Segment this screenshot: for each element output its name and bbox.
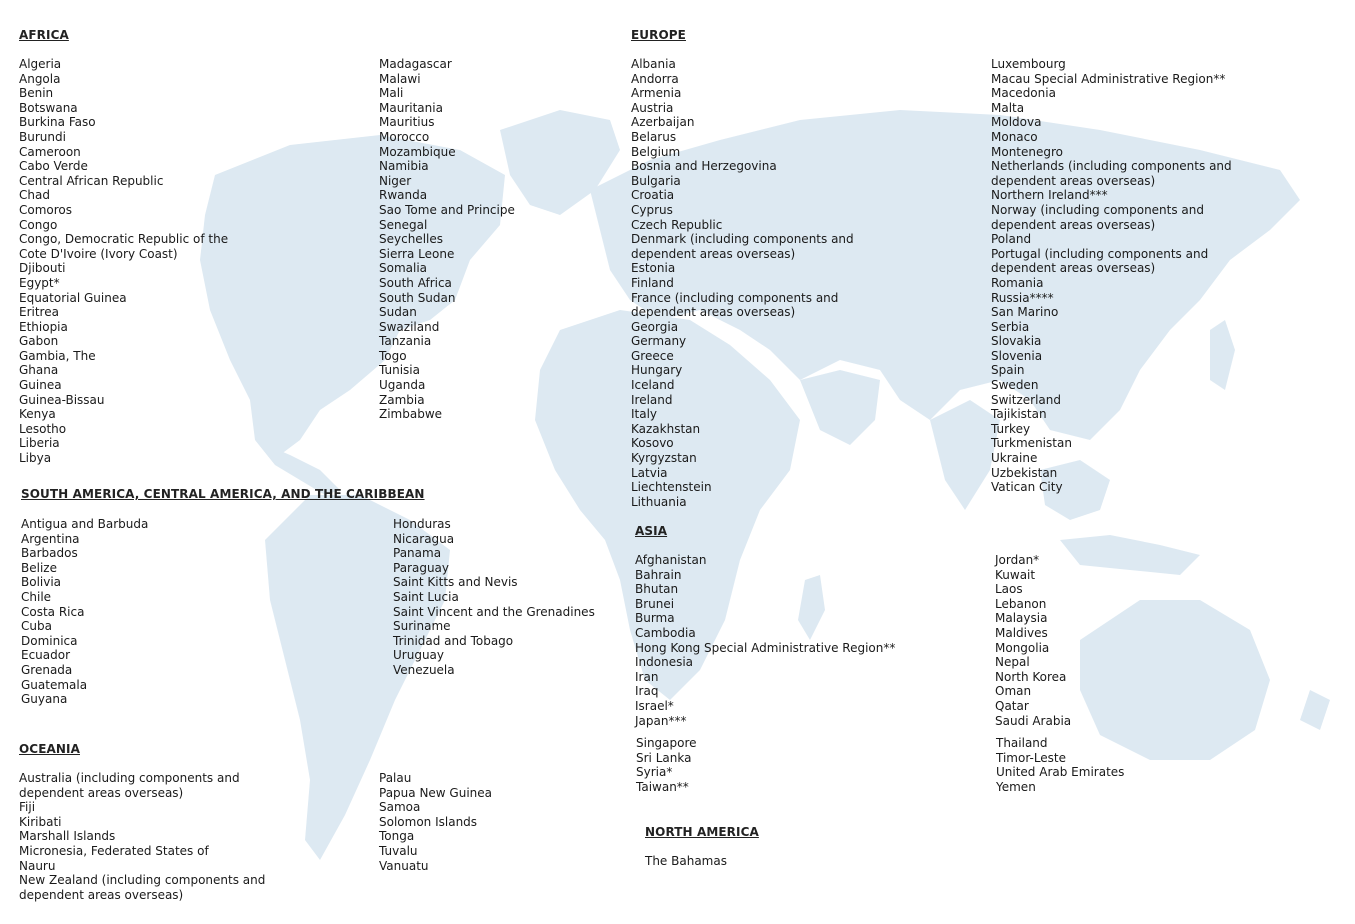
country-list-item: Croatia bbox=[631, 188, 675, 203]
country-list-item: New Zealand (including components and bbox=[19, 873, 266, 888]
country-list-item: Finland bbox=[631, 275, 674, 290]
country-list-item: Solomon Islands bbox=[379, 814, 478, 829]
country-list-item: Angola bbox=[19, 71, 61, 86]
country-list-item: Trinidad and Tobago bbox=[393, 633, 514, 648]
country-list-item: Laos bbox=[995, 582, 1023, 597]
country-list-item: Australia (including components and bbox=[19, 771, 240, 785]
country-list-item: Ethiopia bbox=[19, 319, 68, 334]
country-list-item: Cote D'Ivoire (Ivory Coast) bbox=[19, 246, 178, 261]
country-list-item: Liechtenstein bbox=[631, 480, 712, 495]
country-list-item: Botswana bbox=[19, 100, 78, 115]
country-list-item: Kuwait bbox=[995, 567, 1036, 582]
country-list-item: Bhutan bbox=[635, 582, 679, 597]
country-list-item: Equatorial Guinea bbox=[19, 290, 127, 305]
country-list-item: Zimbabwe bbox=[379, 407, 443, 422]
country-list-item: Togo bbox=[379, 348, 407, 363]
country-list-item: dependent areas overseas) bbox=[991, 173, 1156, 188]
country-list-item: Hungary bbox=[631, 363, 683, 378]
country-list-item: South Sudan bbox=[379, 290, 456, 305]
country-list-item: Central African Republic bbox=[19, 173, 164, 188]
country-list-item: Macau Special Administrative Region** bbox=[991, 71, 1226, 86]
country-list-item: Ireland bbox=[631, 392, 673, 407]
country-list-item: Syria* bbox=[636, 765, 673, 780]
country-list-item: North Korea bbox=[995, 669, 1067, 684]
country-list-item: Poland bbox=[991, 232, 1032, 247]
country-list-item: dependent areas overseas) bbox=[19, 887, 184, 902]
country-list-item: Uganda bbox=[379, 378, 426, 393]
country-list-item: Afghanistan bbox=[635, 553, 707, 567]
country-list-item: Niger bbox=[379, 173, 412, 188]
country-list-item: Germany bbox=[631, 334, 687, 349]
country-list-item: Guyana bbox=[21, 692, 68, 707]
country-list-item: Slovakia bbox=[991, 334, 1042, 349]
country-list-item: Djibouti bbox=[19, 261, 66, 276]
country-list-item: Serbia bbox=[991, 319, 1030, 334]
country-list-item: Oman bbox=[995, 684, 1032, 699]
country-list-item: Georgia bbox=[631, 319, 679, 334]
country-list-item: Samoa bbox=[379, 800, 421, 815]
country-list-item: Turkey bbox=[991, 421, 1031, 436]
country-list-item: Thailand bbox=[996, 736, 1048, 750]
country-list-item: Costa Rica bbox=[21, 604, 85, 619]
country-list-item: Paraguay bbox=[393, 560, 450, 575]
country-list-item: Zambia bbox=[379, 392, 425, 407]
country-list-item: Sri Lanka bbox=[636, 750, 692, 765]
country-list-item: Cabo Verde bbox=[19, 159, 88, 174]
country-list-item: Cuba bbox=[21, 619, 52, 634]
country-list-item: Bulgaria bbox=[631, 173, 681, 188]
country-list-item: Tonga bbox=[379, 829, 415, 844]
country-list-item: Comoros bbox=[19, 202, 73, 217]
country-list-item: Luxembourg bbox=[991, 57, 1066, 71]
country-list-item: Andorra bbox=[631, 71, 679, 86]
country-list-item: Russia**** bbox=[991, 290, 1054, 305]
country-list-item: Timor-Leste bbox=[996, 750, 1067, 765]
country-list-item: Malaysia bbox=[995, 611, 1048, 626]
africa-list-column-2 bbox=[379, 57, 515, 422]
country-list-item: Sierra Leone bbox=[379, 246, 455, 261]
country-list-item: Barbados bbox=[21, 546, 78, 561]
heading-europe: EUROPE bbox=[631, 28, 686, 42]
country-list-item: Japan*** bbox=[635, 713, 687, 728]
country-list-item: Mongolia bbox=[995, 640, 1050, 655]
country-list-item: Grenada bbox=[21, 662, 73, 677]
north-america-list bbox=[645, 854, 727, 869]
country-list-item: Argentina bbox=[21, 531, 80, 546]
country-list-item: Senegal bbox=[379, 217, 428, 232]
country-list-item: Cambodia bbox=[635, 625, 696, 640]
country-list-item: San Marino bbox=[991, 305, 1059, 320]
country-list-item: Belize bbox=[21, 560, 57, 575]
country-list-item: Vatican City bbox=[991, 480, 1063, 495]
country-list-item: Tajikistan bbox=[991, 407, 1047, 422]
country-list-item: Rwanda bbox=[379, 188, 428, 203]
country-list-item: Congo, Democratic Republic of the bbox=[19, 232, 229, 247]
country-list-item: Nepal bbox=[995, 655, 1030, 670]
country-list-item: Mauritius bbox=[379, 115, 435, 130]
country-list-item: Honduras bbox=[393, 517, 451, 531]
heading-africa: AFRICA bbox=[19, 28, 69, 42]
country-list-item: Suriname bbox=[393, 619, 451, 634]
country-list-item: Greece bbox=[631, 348, 674, 363]
country-list-item: Israel* bbox=[635, 698, 674, 713]
country-list-item: South Africa bbox=[379, 275, 452, 290]
country-list-item: Iraq bbox=[635, 684, 659, 699]
country-list-item: Romania bbox=[991, 275, 1044, 290]
country-list-item: Chad bbox=[19, 188, 50, 203]
country-list-item: Slovenia bbox=[991, 348, 1043, 363]
country-list-item: Egypt* bbox=[19, 275, 60, 290]
country-list-item: Venezuela bbox=[393, 662, 455, 677]
country-list-item: dependent areas overseas) bbox=[991, 261, 1156, 276]
country-list-item: Netherlands (including components and bbox=[991, 159, 1232, 174]
country-list-item: dependent areas overseas) bbox=[19, 785, 184, 800]
country-list-item: Guinea bbox=[19, 378, 62, 393]
country-list-item: Albania bbox=[631, 57, 676, 71]
country-list-item: Ecuador bbox=[21, 648, 71, 663]
south-america-list-column-2 bbox=[393, 517, 595, 678]
country-list-item: Guinea-Bissau bbox=[19, 392, 105, 407]
oceania-list-column-2 bbox=[379, 771, 492, 873]
country-list-item: Northern Ireland*** bbox=[991, 188, 1108, 203]
country-list-item: Uruguay bbox=[393, 648, 444, 663]
country-list-item: Malawi bbox=[379, 71, 421, 86]
country-list-item: Sao Tome and Principe bbox=[379, 202, 515, 217]
country-list-item: Mauritania bbox=[379, 100, 443, 115]
country-list-item: Lebanon bbox=[995, 596, 1047, 611]
country-list-item: Fiji bbox=[19, 800, 36, 815]
heading-south-america: SOUTH AMERICA, CENTRAL AMERICA, AND THE CARIBBEAN bbox=[21, 487, 425, 501]
country-list-item: Algeria bbox=[19, 57, 62, 71]
country-list-item: Bolivia bbox=[21, 575, 62, 590]
country-list-item: Macedonia bbox=[991, 86, 1056, 101]
country-list-item: dependent areas overseas) bbox=[991, 217, 1156, 232]
country-list-item: Congo bbox=[19, 217, 58, 232]
country-list-item: Norway (including components and bbox=[991, 202, 1205, 217]
country-list-item: Estonia bbox=[631, 261, 676, 276]
country-list-item: Saint Lucia bbox=[393, 589, 459, 604]
country-list-item: Jordan* bbox=[995, 553, 1040, 567]
country-list-item: Malta bbox=[991, 100, 1025, 115]
country-list-item: Gambia, The bbox=[19, 348, 96, 363]
country-list-item: Latvia bbox=[631, 465, 668, 480]
country-list-item: Kiribati bbox=[19, 814, 62, 829]
country-list-item: Vanuatu bbox=[379, 858, 429, 873]
country-list-item: Papua New Guinea bbox=[379, 785, 493, 800]
oceania-list-column-1 bbox=[19, 771, 265, 902]
country-list-item: Panama bbox=[393, 546, 442, 561]
country-list-item: Dominica bbox=[21, 633, 78, 648]
country-list-item: Gabon bbox=[19, 334, 59, 349]
country-list-item: Switzerland bbox=[991, 392, 1061, 407]
country-list-item: Madagascar bbox=[379, 57, 452, 71]
country-list-item: dependent areas overseas) bbox=[631, 305, 796, 320]
country-list-item: Ukraine bbox=[991, 451, 1038, 466]
country-list-item: Kazakhstan bbox=[631, 421, 701, 436]
country-list-item: Uzbekistan bbox=[991, 465, 1058, 480]
country-list-item: Turkmenistan bbox=[991, 436, 1072, 451]
country-list-item: Portugal (including components and bbox=[991, 246, 1209, 261]
country-list-item: Burundi bbox=[19, 129, 66, 144]
country-list-item: Morocco bbox=[379, 129, 430, 144]
country-list-item: Singapore bbox=[636, 736, 697, 750]
asia-list-column-1-bottom bbox=[636, 736, 697, 794]
country-list-item: Seychelles bbox=[379, 232, 443, 247]
country-list-item: Swaziland bbox=[379, 319, 440, 334]
country-list-item: Tunisia bbox=[379, 363, 420, 378]
country-list-item: Saudi Arabia bbox=[995, 713, 1072, 728]
country-list-item: Kyrgyzstan bbox=[631, 451, 697, 466]
country-list-item: Czech Republic bbox=[631, 217, 723, 232]
country-list-item: Saint Kitts and Nevis bbox=[393, 575, 518, 590]
country-list-item: Hong Kong Special Administrative Region** bbox=[635, 640, 896, 655]
country-list-item: Liberia bbox=[19, 436, 60, 451]
country-list-item: Italy bbox=[631, 407, 658, 422]
country-list-item: Micronesia, Federated States of bbox=[19, 843, 209, 858]
country-list-item: Monaco bbox=[991, 129, 1038, 144]
south-america-list-column-1 bbox=[21, 517, 148, 707]
country-list-item: Qatar bbox=[995, 698, 1029, 713]
country-list-item: Armenia bbox=[631, 86, 682, 101]
country-list-item: Spain bbox=[991, 363, 1025, 378]
country-list-item: Lithuania bbox=[631, 494, 687, 509]
country-list-item: Nauru bbox=[19, 858, 56, 873]
country-list-item: Mali bbox=[379, 86, 404, 101]
country-list-item: Kosovo bbox=[631, 436, 674, 451]
country-list-item: Sweden bbox=[991, 378, 1039, 393]
country-list-item: Taiwan** bbox=[636, 779, 689, 794]
asia-list-column-2-top bbox=[995, 553, 1071, 728]
country-list-item: Chile bbox=[21, 589, 52, 604]
country-list-item: Cameroon bbox=[19, 144, 81, 159]
country-list-item: The Bahamas bbox=[645, 854, 727, 868]
country-list-item: Azerbaijan bbox=[631, 115, 695, 130]
country-list-item: Austria bbox=[631, 100, 674, 115]
country-list-item: Namibia bbox=[379, 159, 429, 174]
country-list-item: France (including components and bbox=[631, 290, 839, 305]
country-list-item: Ghana bbox=[19, 363, 59, 378]
country-list-item: Tanzania bbox=[379, 334, 432, 349]
europe-list-column-2 bbox=[991, 57, 1232, 495]
country-list-item: Indonesia bbox=[635, 655, 694, 670]
country-list-item: Palau bbox=[379, 771, 412, 785]
country-list-item: Iceland bbox=[631, 378, 675, 393]
country-list-item: Nicaragua bbox=[393, 531, 455, 546]
country-list-item: Sudan bbox=[379, 305, 417, 320]
asia-list-column-1-top bbox=[635, 553, 895, 728]
country-list-item: Bahrain bbox=[635, 567, 682, 582]
country-list-item: Brunei bbox=[635, 596, 675, 611]
country-list-item: Saint Vincent and the Grenadines bbox=[393, 604, 595, 619]
country-list-item: United Arab Emirates bbox=[996, 765, 1125, 780]
country-list-item: Mozambique bbox=[379, 144, 456, 159]
country-list-item: Bosnia and Herzegovina bbox=[631, 159, 777, 174]
country-list-item: Eritrea bbox=[19, 305, 59, 320]
heading-asia: ASIA bbox=[635, 524, 668, 538]
country-list-item: Yemen bbox=[996, 779, 1036, 794]
asia-list-column-2-bottom bbox=[996, 736, 1124, 794]
country-list-item: Burma bbox=[635, 611, 675, 626]
country-list-item: Libya bbox=[19, 451, 52, 466]
country-list-item: Maldives bbox=[995, 625, 1048, 640]
country-list-item: dependent areas overseas) bbox=[631, 246, 796, 261]
country-list-item: Belarus bbox=[631, 129, 677, 144]
country-list-item: Kenya bbox=[19, 407, 56, 422]
country-list-item: Burkina Faso bbox=[19, 115, 96, 130]
country-list-item: Montenegro bbox=[991, 144, 1064, 159]
heading-north-america: NORTH AMERICA bbox=[645, 825, 759, 839]
africa-list-column-1 bbox=[19, 57, 228, 466]
country-list-item: Benin bbox=[19, 86, 54, 101]
country-list-item: Somalia bbox=[379, 261, 428, 276]
europe-list-column-1 bbox=[631, 57, 854, 509]
country-list-item: Guatemala bbox=[21, 677, 88, 692]
country-list-item: Lesotho bbox=[19, 421, 67, 436]
country-list-item: Antigua and Barbuda bbox=[21, 517, 149, 531]
country-list-item: Belgium bbox=[631, 144, 681, 159]
country-list-item: Denmark (including components and bbox=[631, 232, 854, 247]
country-list-item: Tuvalu bbox=[379, 843, 418, 858]
heading-oceania: OCEANIA bbox=[19, 742, 80, 756]
country-list-item: Moldova bbox=[991, 115, 1042, 130]
country-list-item: Marshall Islands bbox=[19, 829, 116, 844]
country-list-item: Cyprus bbox=[631, 202, 673, 217]
country-list-item: Iran bbox=[635, 669, 659, 684]
